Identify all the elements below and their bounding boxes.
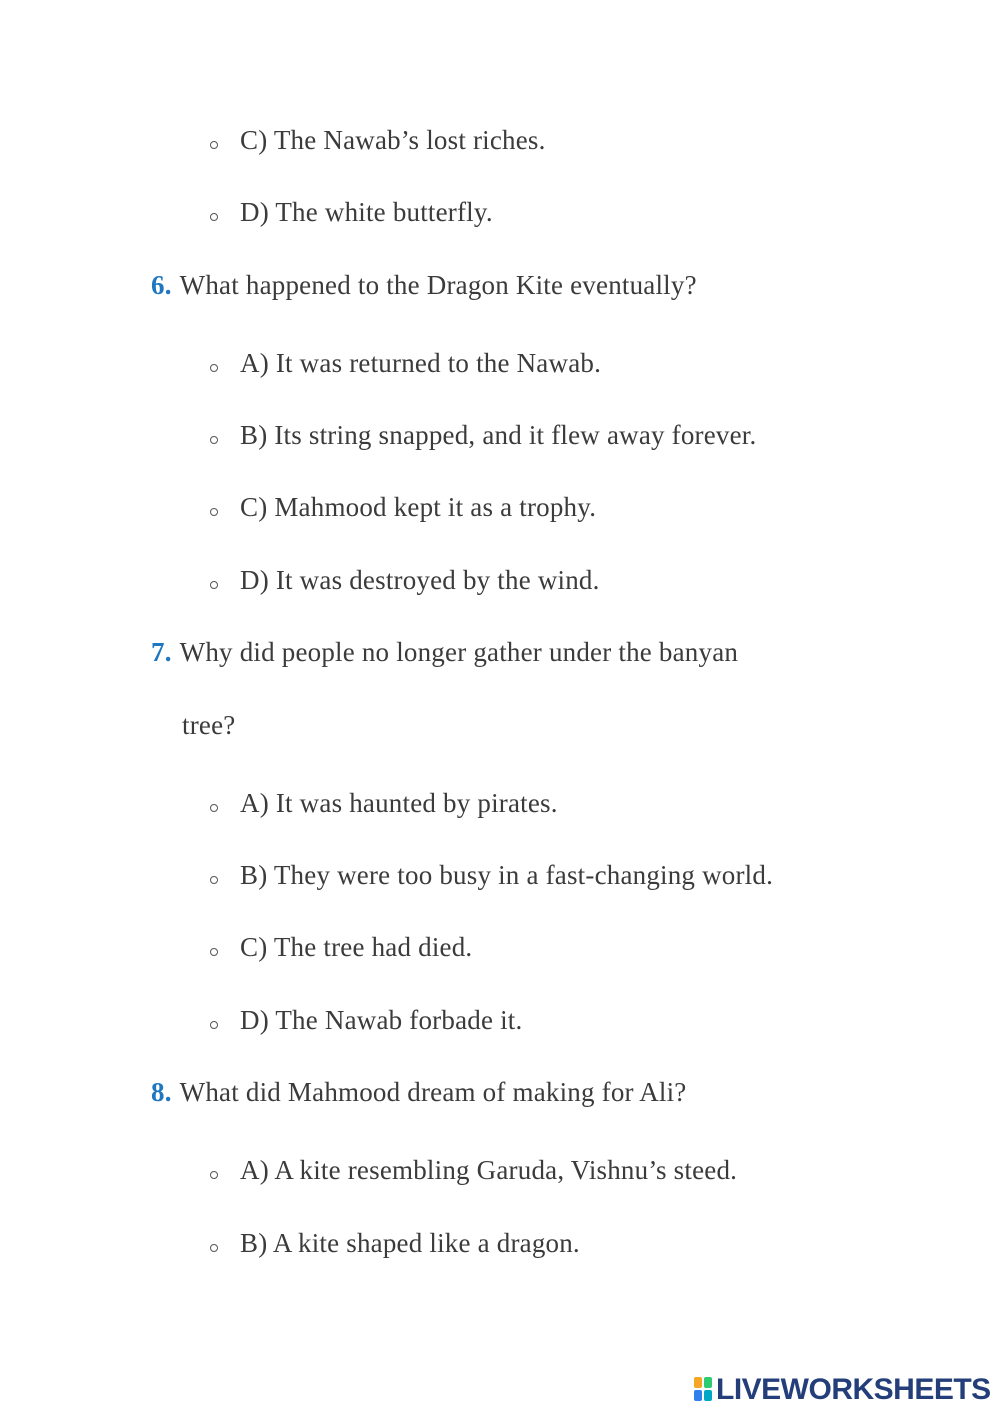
bullet-icon — [210, 141, 218, 149]
option-text: C) The Nawab’s lost riches. — [240, 125, 546, 155]
option-text: B) A kite shaped like a dragon. — [240, 1228, 580, 1258]
bullet-icon — [210, 1171, 218, 1179]
question-7 — [151, 634, 738, 670]
option-text: B) Its string snapped, and it flew away forever. — [240, 420, 757, 450]
option-q6-b[interactable] — [210, 417, 756, 453]
question-text: Why did people no longer gather under the banyan — [179, 637, 739, 667]
question-8 — [151, 1074, 687, 1110]
option-q8-a[interactable] — [210, 1152, 737, 1188]
question-6 — [151, 267, 697, 303]
liveworksheets-brand[interactable] — [694, 1374, 991, 1406]
bullet-icon — [210, 948, 218, 956]
bullet-icon — [210, 1021, 218, 1029]
option-q7-a[interactable] — [210, 785, 558, 821]
brand-name: LIVEWORKSHEETS — [716, 1373, 991, 1406]
option-text: A) It was haunted by pirates. — [240, 788, 558, 818]
bullet-icon — [210, 876, 218, 884]
bullet-icon — [210, 364, 218, 372]
liveworksheets-logo-icon — [694, 1377, 714, 1403]
option-text: A) It was returned to the Nawab. — [240, 348, 602, 378]
option-text: D) It was destroyed by the wind. — [240, 565, 600, 595]
bullet-icon — [210, 436, 218, 444]
option-text: B) They were too busy in a fast-changing world. — [240, 860, 774, 890]
question-text: What happened to the Dragon Kite eventually? — [179, 270, 697, 300]
option-q7-b[interactable] — [210, 857, 773, 893]
question-text: What did Mahmood dream of making for Ali? — [179, 1077, 687, 1107]
bullet-icon — [210, 804, 218, 812]
bullet-icon — [210, 508, 218, 516]
question-7-continued — [182, 707, 235, 743]
question-number: 8. — [151, 1077, 172, 1107]
option-q8-b[interactable] — [210, 1225, 580, 1261]
option-q6-c[interactable] — [210, 489, 596, 525]
option-q5-d[interactable] — [210, 194, 493, 230]
option-text: C) The tree had died. — [240, 932, 473, 962]
option-q7-d[interactable] — [210, 1002, 522, 1038]
option-text: C) Mahmood kept it as a trophy. — [240, 492, 597, 522]
option-q5-c[interactable] — [210, 122, 546, 158]
bullet-icon — [210, 213, 218, 221]
option-q6-a[interactable] — [210, 345, 601, 381]
option-text: D) The white butterfly. — [240, 197, 493, 227]
bullet-icon — [210, 581, 218, 589]
question-number: 6. — [151, 270, 172, 300]
question-number: 7. — [151, 637, 172, 667]
option-text: A) A kite resembling Garuda, Vishnu’s steed. — [240, 1155, 738, 1185]
option-q6-d[interactable] — [210, 562, 600, 598]
option-q7-c[interactable] — [210, 929, 472, 965]
option-text: D) The Nawab forbade it. — [240, 1005, 523, 1035]
question-text: tree? — [182, 710, 236, 740]
bullet-icon — [210, 1244, 218, 1252]
